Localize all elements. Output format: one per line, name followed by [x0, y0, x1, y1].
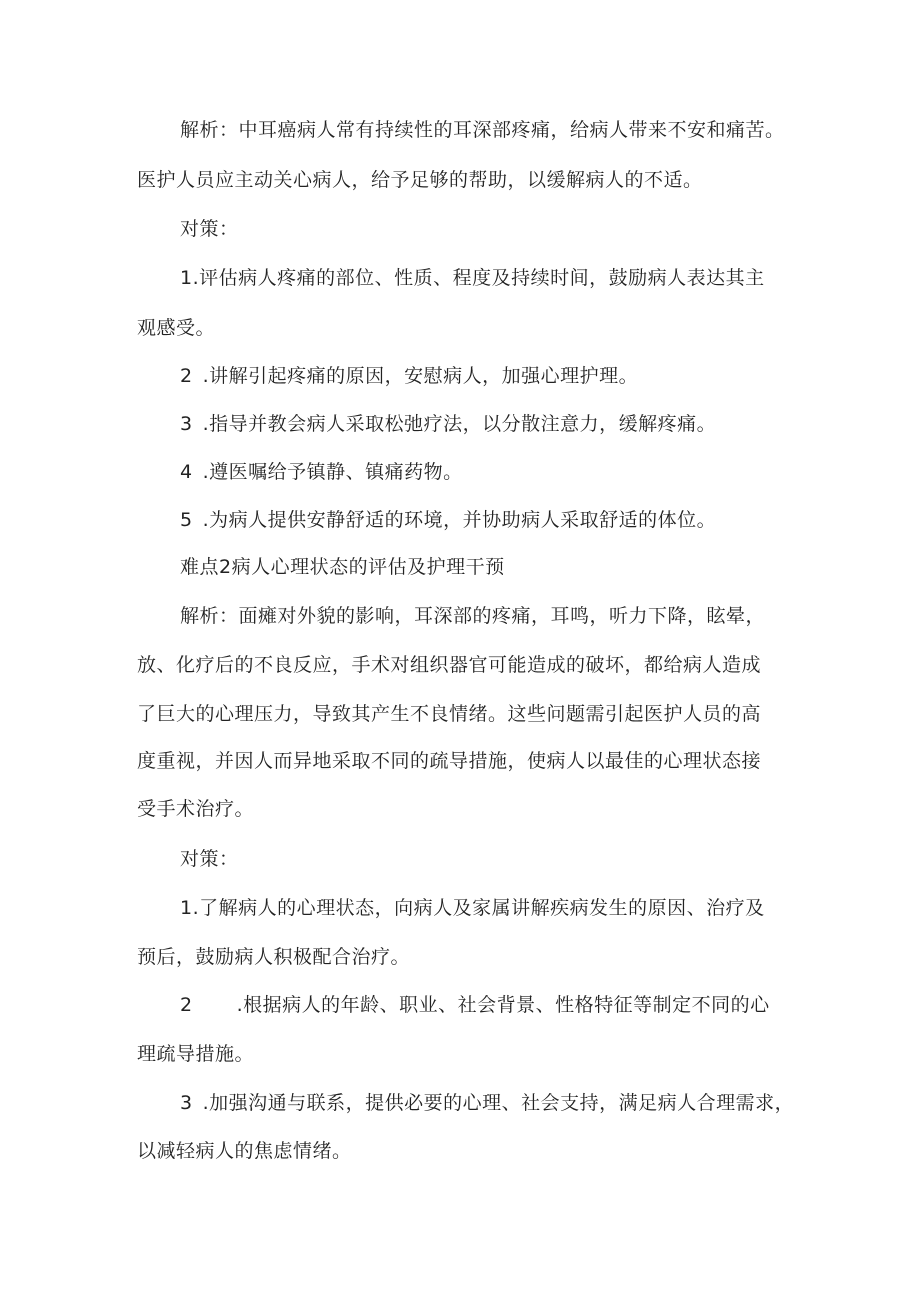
list-number: 3	[180, 1092, 193, 1114]
text-line: .遵医嘱给予镇静、镇痛药物。	[202, 461, 463, 483]
text-line: 放、化疗后的不良反应，手术对组织器官可能造成的破坏，都给病人造成	[137, 654, 762, 676]
list-number: 4	[180, 461, 193, 483]
text-line: 预后，鼓励病人积极配合治疗。	[137, 946, 411, 968]
text-line: .加强沟通与联系，提供必要的心理、社会支持，满足病人合理需求，	[202, 1092, 795, 1114]
section-label-countermeasures: 对策：	[180, 848, 239, 870]
text-line: 度重视，并因人而异地采取不同的疏导措施，使病人以最佳的心理状态接	[137, 750, 762, 772]
list-number: 2	[180, 365, 193, 387]
text-line: 评估病人疼痛的部位、性质、程度及持续时间，鼓励病人表达其主	[199, 267, 765, 289]
list-number: 1.	[180, 897, 200, 919]
list-number: 1.	[180, 267, 200, 289]
text-line: 理疏导措施。	[137, 1043, 255, 1065]
section-heading-difficulty-2: 难点2病人心理状态的评估及护理干预	[180, 556, 505, 578]
text-line: 了解病人的心理状态，向病人及家属讲解疾病发生的原因、治疗及	[199, 897, 765, 919]
text-line: 了巨大的心理压力，导致其产生不良情绪。这些问题需引起医护人员的高	[137, 703, 762, 725]
text-line: .根据病人的年龄、职业、社会背景、性格特征等制定不同的心	[236, 994, 770, 1016]
text-line: 观感受。	[137, 317, 216, 339]
list-number: 2	[180, 994, 193, 1016]
text-line: 受手术治疗。	[137, 798, 255, 820]
text-line: 以减轻病人的焦虑情绪。	[137, 1140, 352, 1162]
text-line: .为病人提供安静舒适的环境，并协助病人采取舒适的体位。	[202, 509, 717, 531]
list-number: 5	[180, 509, 193, 531]
text-line: .讲解引起疼痛的原因，安慰病人，加强心理护理。	[202, 365, 639, 387]
text-line: 医护人员应主动关心病人，给予足够的帮助，以缓解病人的不适。	[137, 169, 703, 191]
list-number: 3	[180, 413, 193, 435]
text-line: .指导并教会病人采取松弛疗法，以分散注意力，缓解疼痛。	[202, 413, 717, 435]
text-line: 解析：面瘫对外貌的影响，耳深部的疼痛，耳鸣，听力下降，眩晕，	[180, 605, 766, 627]
section-label-countermeasures: 对策：	[180, 218, 239, 240]
text-line: 解析：中耳癌病人常有持续性的耳深部疼痛，给病人带来不安和痛苦。	[180, 119, 785, 141]
